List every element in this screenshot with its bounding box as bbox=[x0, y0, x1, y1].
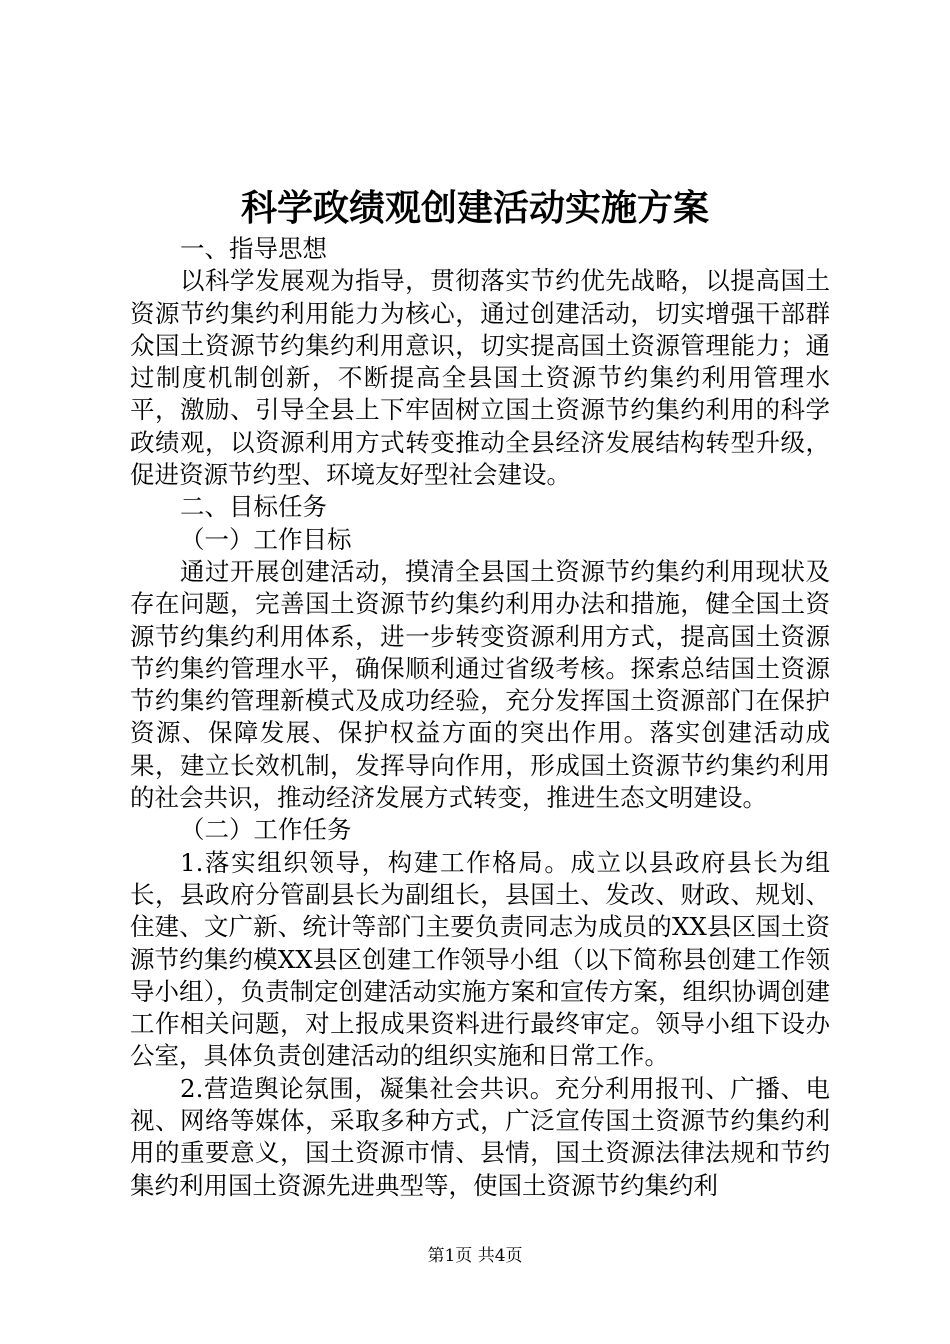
paragraph-task-1: 1.落实组织领导，构建工作格局。成立以县政府县长为组长，县政府分管副县长为副组长，县国土、发改、财政、规划、住建、文广新、统计等部门主要负责同志为成员的XX县区国土资源节约集约模XX县区创建工作领导小组（以下简称县创建工作领导小组），负责制定创建活动实施方案和宣传方案，组织协调创建工作相关问题，对上报成果资料进行最终审定。领导小组下设办公室，具体负责创建活动的组织实施和日常工作。 bbox=[130, 847, 830, 1071]
paragraph-work-goals: 通过开展创建活动，摸清全县国土资源节约集约利用现状及存在问题，完善国土资源节约集约利用办法和措施，健全国土资源节约集约利用体系，进一步转变资源利用方式，提高国土资源节约集约管理水平，确保顺利通过省级考核。探索总结国土资源节约集约管理新模式及成功经验，充分发挥国土资源部门在保护资源、保障发展、保护权益方面的突出作用。落实创建活动成果，建立长效机制，发挥导向作用，形成国土资源节约集约利用的社会共识，推动经济发展方式转变，推进生态文明建设。 bbox=[130, 556, 830, 813]
subheading-work-tasks: （二）工作任务 bbox=[180, 815, 352, 845]
paragraph-guiding-ideology: 以科学发展观为指导，贯彻落实节约优先战略，以提高国土资源节约集约利用能力为核心，通过创建活动，切实增强干部群众国土资源节约集约利用意识，切实提高国土资源管理能力；通过制度机制创新，不断提高全县国土资源节约集约利用管理水平，激励、引导全县上下牢固树立国土资源节约集约利用的科学政绩观，以资源利用方式转变推动全县经济发展结构转型升级，促进资源节约型、环境友好型社会建设。 bbox=[130, 266, 830, 490]
subheading-work-goals: （一）工作目标 bbox=[180, 524, 352, 554]
page-number-footer: 第1页 共4页 bbox=[427, 1246, 523, 1266]
heading-goals-tasks: 二、目标任务 bbox=[180, 492, 327, 522]
paragraph-task-2: 2.营造舆论氛围，凝集社会共识。充分利用报刊、广播、电视、网络等媒体，采取多种方式，广泛宣传国土资源节约集约利用的重要意义，国土资源市情、县情，国土资源法律法规和节约集约利用国土资源先进典型等，使国土资源节约集约利 bbox=[130, 1073, 830, 1200]
document-body bbox=[130, 233, 830, 1202]
document-title: 科学政绩观创建活动实施方案 bbox=[240, 187, 709, 229]
heading-guiding-ideology: 一、指导思想 bbox=[180, 234, 327, 263]
